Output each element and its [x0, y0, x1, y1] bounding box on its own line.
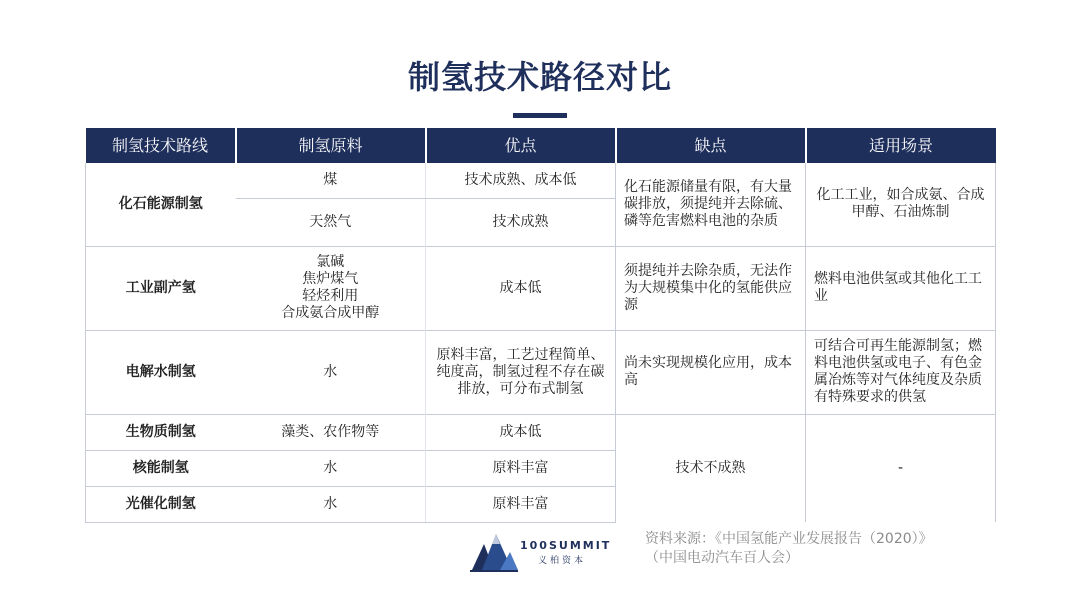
pros-nuclear: 原料丰富 — [426, 450, 616, 486]
pros-industrial: 成本低 — [426, 246, 616, 330]
title-underline — [513, 113, 567, 118]
cons-industrial: 须提纯并去除杂质，无法作为大规模集中化的氢能供应源 — [616, 246, 806, 330]
route-electrolysis: 电解水制氢 — [86, 330, 236, 414]
table-row — [86, 330, 996, 414]
pros-photo: 原料丰富 — [426, 486, 616, 522]
material-nuclear: 水 — [236, 450, 426, 486]
header-cons: 缺点 — [616, 128, 806, 163]
header-scenario: 适用场景 — [806, 128, 996, 163]
route-photo: 光催化制氢 — [86, 486, 236, 522]
summit-logo-icon — [470, 530, 620, 574]
scenario-shared: - — [806, 414, 996, 522]
header-route: 制氢技术路线 — [86, 128, 236, 163]
material-industrial: 氯碱 焦炉煤气 轻烃利用 合成氨合成甲醇 — [236, 246, 426, 330]
route-nuclear: 核能制氢 — [86, 450, 236, 486]
header-material: 制氢原料 — [236, 128, 426, 163]
header-pros: 优点 — [426, 128, 616, 163]
material-biomass: 藻类、农作物等 — [236, 414, 426, 450]
scenario-industrial: 燃料电池供氢或其他化工工业 — [806, 246, 996, 330]
table-row — [86, 163, 996, 198]
route-fossil: 化石能源制氢 — [86, 163, 236, 246]
cons-shared: 技术不成熟 — [616, 414, 806, 522]
cons-fossil: 化石能源储量有限，有大量碳排放，须提纯并去除硫、磷等危害燃料电池的杂质 — [616, 163, 806, 246]
material-gas: 天然气 — [309, 213, 352, 230]
route-industrial: 工业副产氢 — [86, 246, 236, 330]
scenario-electrolysis: 可结合可再生能源制氢；燃料电池供氢或电子、有色金属冶炼等对气体纯度及杂质有特殊要求的供氢 — [806, 330, 996, 414]
table-row — [86, 246, 996, 330]
material-photo: 水 — [236, 486, 426, 522]
comparison-table — [85, 128, 996, 523]
pros-gas: 技术成熟 — [426, 198, 616, 246]
route-biomass: 生物质制氢 — [86, 414, 236, 450]
material-electrolysis: 水 — [236, 330, 426, 414]
cons-electrolysis: 尚未实现规模化应用，成本高 — [616, 330, 806, 414]
pros-coal: 技术成熟、成本低 — [426, 163, 616, 198]
source-note: 资料来源：《中国氢能产业发展报告（2020）》 （中国电动汽车百人会） — [645, 531, 933, 566]
table-header-row — [86, 128, 996, 163]
logo-text: 100SUMMIT — [520, 539, 612, 552]
page-title: 制氢技术路径对比 — [407, 58, 672, 96]
pros-electrolysis: 原料丰富，工艺过程简单、纯度高，制氢过程不存在碳排放，可分布式制氢 — [426, 330, 616, 414]
logo-subtext: 义柏资本 — [538, 556, 587, 566]
material-coal: 煤 — [236, 163, 426, 198]
scenario-fossil: 化工工业，如合成氨、合成甲醇、石油炼制 — [806, 163, 996, 246]
pros-biomass: 成本低 — [426, 414, 616, 450]
table-row — [86, 414, 996, 450]
